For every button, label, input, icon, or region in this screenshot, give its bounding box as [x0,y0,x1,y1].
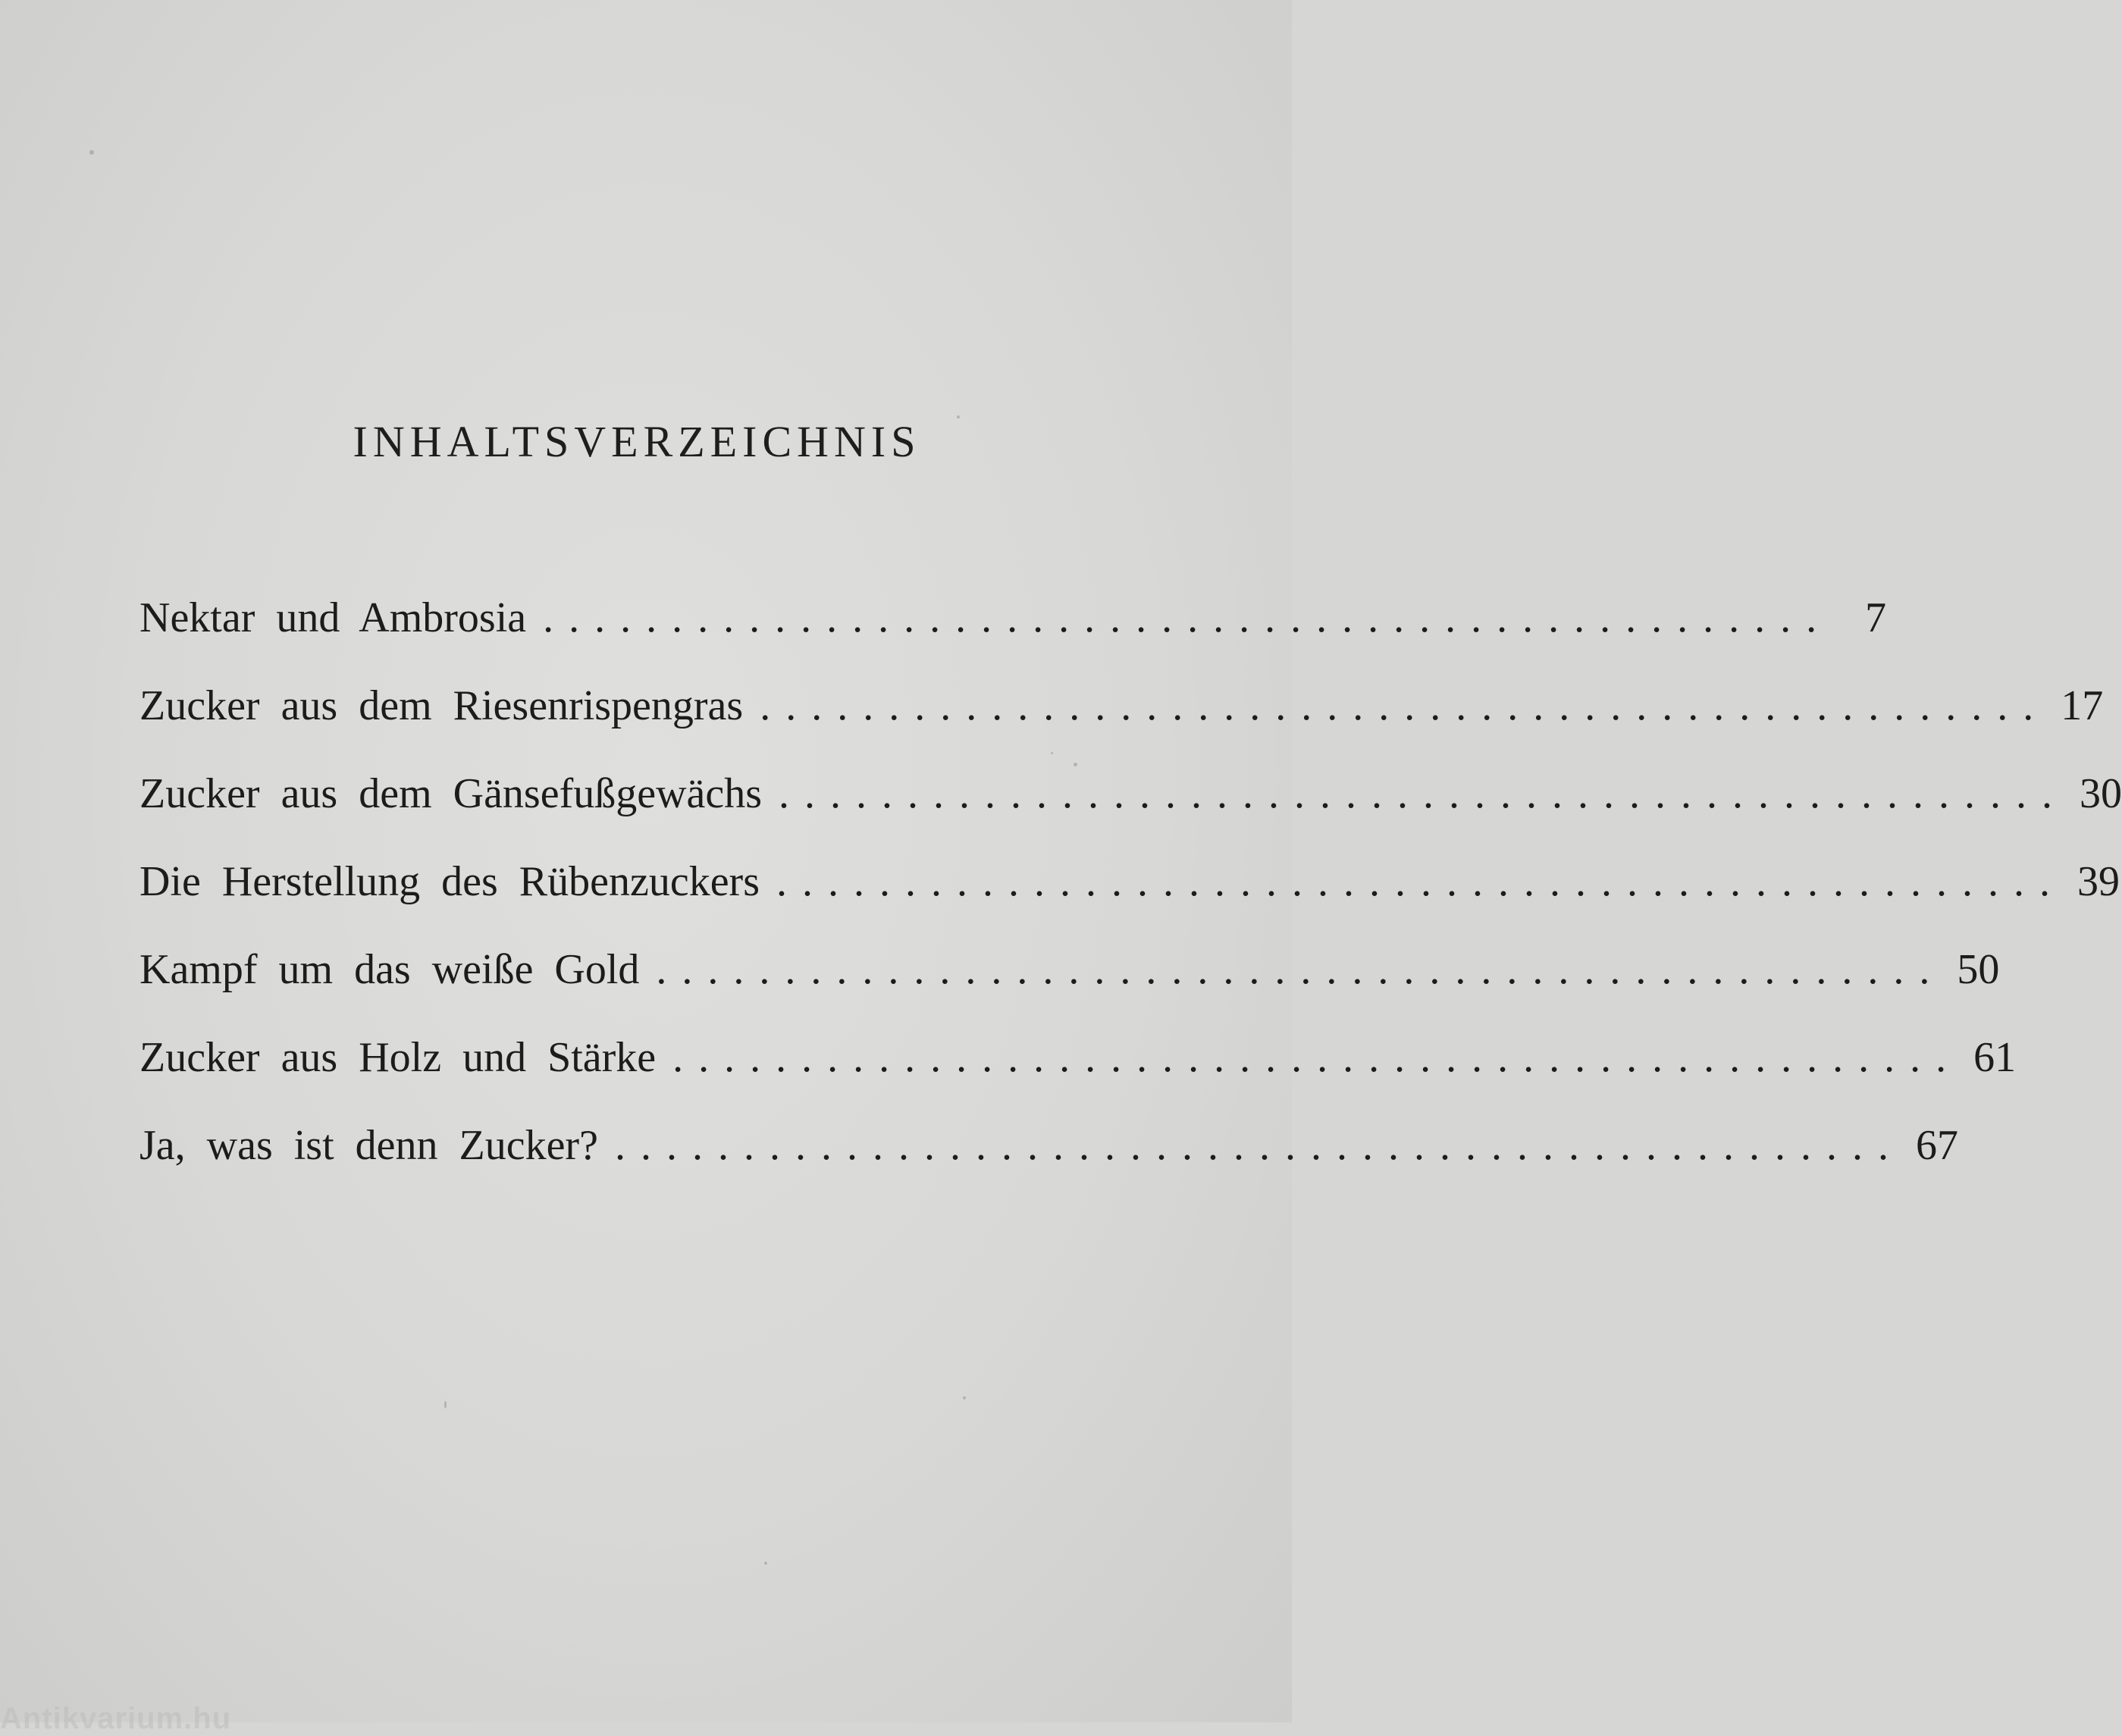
toc-dot-leader: .................................................. [779,770,2068,817]
toc-dot-leader: .................................................. [656,946,1945,993]
toc-entry [139,1115,1958,1203]
toc-entry [139,851,2120,939]
toc-entry-page: 39 [2077,858,2120,905]
toc-entry-page: 67 [1915,1122,1958,1169]
toc-entry [139,588,1887,675]
toc-entry-title: Zucker aus dem Riesenrispengras [139,682,744,729]
toc-entry [139,675,2104,763]
toc-entry-title: Kampf um das weiße Gold [139,946,640,993]
toc-dot-leader: .................................................. [760,682,2049,729]
toc-dot-leader: .................................................. [776,858,2065,905]
toc-entry-title: Ja, was ist denn Zucker? [139,1122,598,1169]
toc-entry-title: Die Herstellung des Rübenzuckers [139,858,760,905]
toc-dot-leader: .................................................. [672,1034,1962,1081]
toc-entry [139,763,2122,851]
toc-entry-page: 7 [1865,594,1887,641]
toc-entry-page: 17 [2061,682,2104,729]
paper-speck [89,150,94,155]
toc-entry-page: 61 [1973,1034,2017,1081]
toc-heading: INHALTSVERZEICHNIS [353,417,921,466]
toc-entry-title: Zucker aus Holz und Stärke [139,1034,657,1081]
paper-speck [444,1401,447,1409]
toc-entry-page: 50 [1957,946,2000,993]
toc-entry-title: Zucker aus dem Gänsefußgewächs [139,770,763,817]
paper-speck [764,1562,767,1565]
toc-entry-title: Nektar und Ambrosia [139,594,527,641]
paper-speck [963,1396,966,1399]
toc-dot-leader: .................................................. [543,594,1832,641]
toc-entry-page: 30 [2080,770,2122,817]
toc-dot-leader: .................................................. [614,1122,1904,1169]
toc-list [139,588,2122,1203]
toc-entry [139,939,2000,1027]
watermark: Antikvarium.hu [0,1702,232,1735]
toc-entry [139,1027,2017,1115]
